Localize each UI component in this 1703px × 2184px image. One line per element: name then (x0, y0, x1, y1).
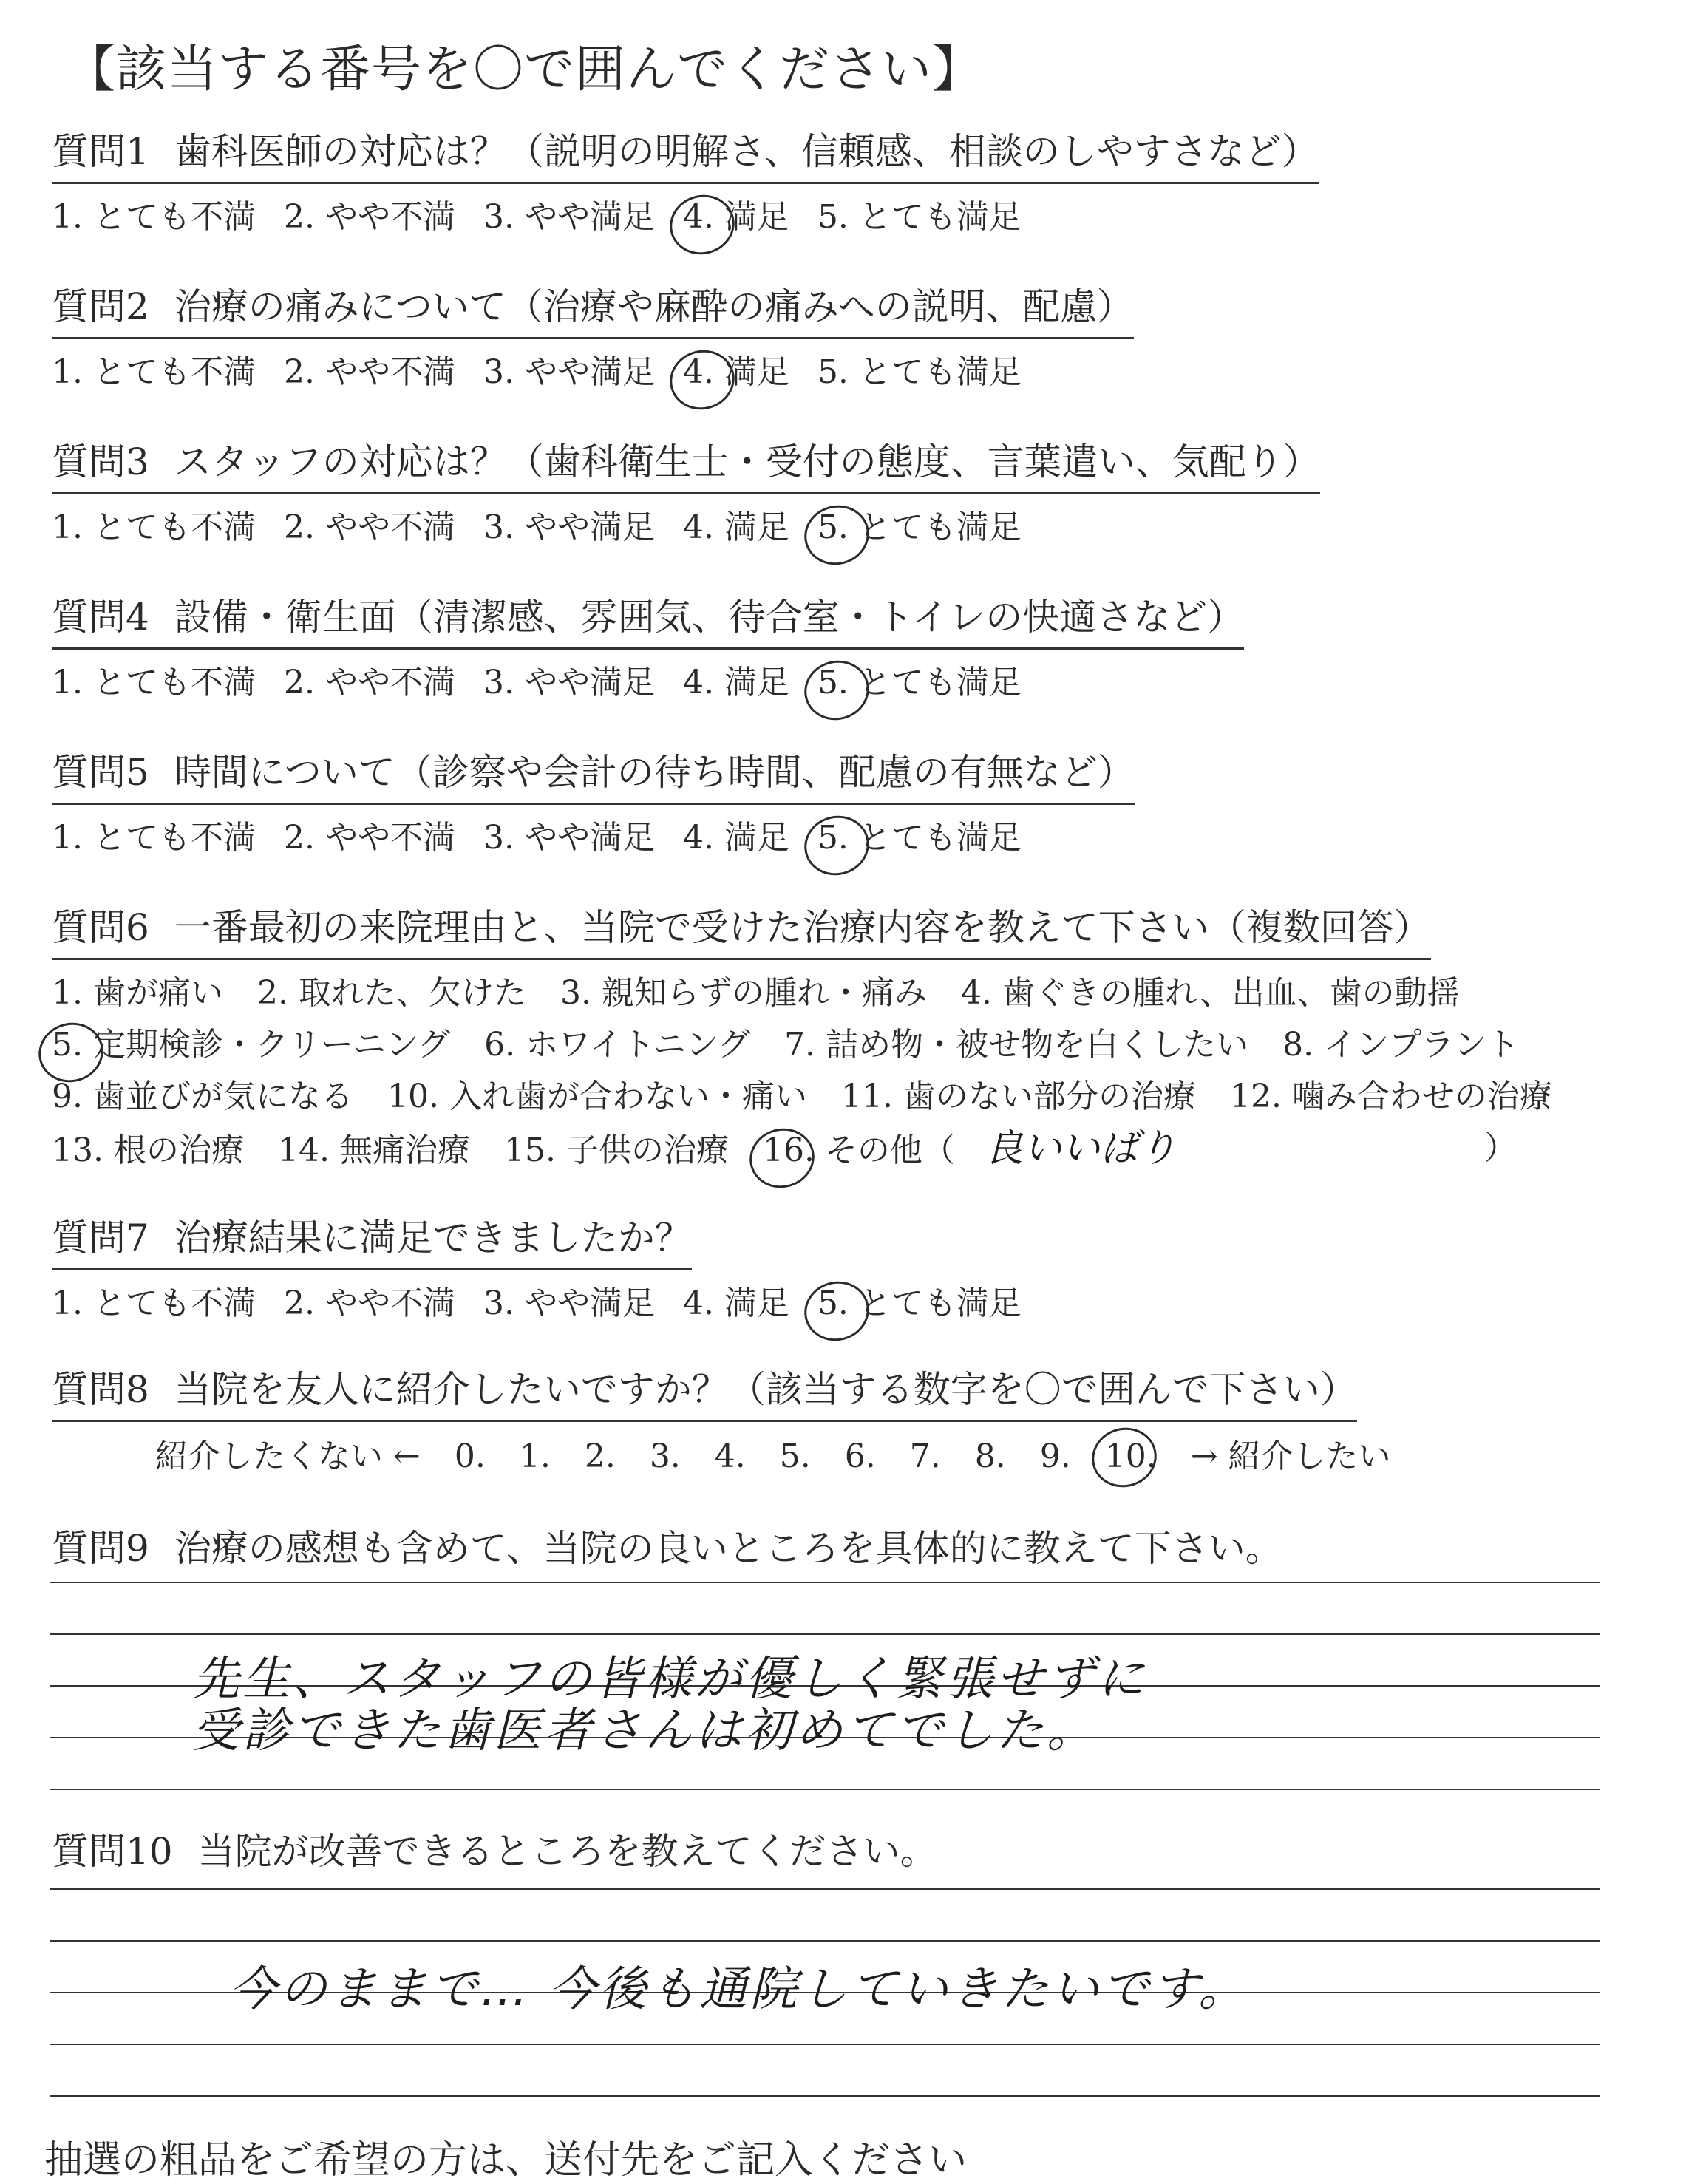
option-label: 歯のない部分の治療 (903, 1078, 1196, 1115)
rating-option[interactable] (284, 347, 455, 398)
option-label: 満足 (724, 819, 789, 857)
handwritten-other: 良いいばり (984, 1126, 1177, 1171)
option-label: やや不満 (324, 508, 455, 546)
option-label: 噛み合わせの治療 (1291, 1078, 1552, 1115)
option-label: とても満足 (858, 508, 1022, 546)
question-6 (52, 902, 1678, 1177)
rating-option[interactable] (284, 191, 455, 243)
rating-option[interactable] (483, 502, 655, 554)
checkbox-option[interactable] (560, 967, 927, 1019)
option-number: 4. (682, 353, 714, 391)
question-9 (52, 1523, 1678, 1574)
option-label: やや満足 (524, 353, 655, 391)
rating-option[interactable] (683, 347, 789, 398)
rating-option[interactable] (683, 502, 789, 554)
option-label: やや不満 (324, 664, 455, 701)
option-label: とても不満 (92, 353, 256, 391)
handwritten-answer-line-1: 先生、スタッフの皆様が優しく緊張せずに (192, 1652, 1147, 1707)
checkbox-option[interactable] (1230, 1071, 1552, 1123)
option-label: とても不満 (92, 819, 256, 857)
other-write-in[interactable] (955, 1123, 1517, 1177)
ruled-line (50, 2044, 1600, 2045)
checkbox-option[interactable] (784, 1019, 1248, 1071)
option-label: とても不満 (92, 664, 256, 701)
option-label: その他（ (824, 1132, 955, 1169)
rating-options (52, 657, 1678, 709)
question-10 (52, 1826, 1678, 1877)
option-number: 9. (52, 1078, 83, 1115)
option-number: 2. (283, 353, 315, 391)
rating-option[interactable] (483, 347, 655, 398)
question-8 (52, 1364, 1678, 1483)
option-label: 満足 (724, 198, 789, 236)
option-row (52, 1071, 1678, 1123)
option-number: 1. (52, 198, 83, 236)
question-3 (52, 436, 1678, 554)
scale-value[interactable]: 5. (779, 1438, 811, 1475)
option-label: 入れ歯が合わない・痛い (449, 1078, 807, 1115)
question-text: 設備・衛生面（清潔感、雰囲気、待合室・トイレの快適さなど） (174, 596, 1245, 639)
option-label: 無痛治療 (339, 1132, 470, 1169)
scale-value[interactable]: 2. (584, 1438, 616, 1475)
checkbox-option[interactable] (52, 1125, 244, 1177)
rating-options (52, 347, 1678, 398)
option-number: 1. (52, 353, 83, 391)
checkbox-option[interactable] (257, 967, 526, 1019)
question-number: 質問10 (52, 1830, 173, 1873)
option-number: 5. (52, 1026, 83, 1064)
option-number: 5. (817, 664, 849, 701)
rating-option[interactable] (52, 657, 256, 709)
rating-option[interactable] (817, 347, 1022, 398)
option-number: 2. (283, 1285, 315, 1322)
option-label: 歯ぐきの腫れ、出血、歯の動揺 (1002, 974, 1460, 1012)
scale-value[interactable]: 6. (844, 1438, 876, 1475)
option-label: 満足 (724, 353, 789, 391)
rating-option[interactable] (817, 812, 1022, 864)
ruled-line (50, 1633, 1600, 1635)
option-number: 8. (1282, 1026, 1314, 1064)
option-label: やや不満 (324, 198, 455, 236)
page-title: 【該当する番号を〇で囲んでください】 (65, 41, 984, 99)
option-label: 根の治療 (113, 1132, 244, 1169)
option-label: やや満足 (524, 198, 655, 236)
option-label: とても不満 (92, 508, 256, 546)
option-number: 2. (283, 198, 315, 236)
question-number: 質問8 (52, 1368, 149, 1411)
rating-options (52, 502, 1678, 554)
rating-option[interactable] (284, 502, 455, 554)
option-label: 満足 (724, 508, 789, 546)
option-number: 16. (762, 1132, 815, 1169)
option-label: やや不満 (324, 353, 455, 391)
footer-note: 抽選の粗品をご希望の方は、送付先をご記入ください (44, 2138, 968, 2183)
question-number: 質問4 (52, 596, 149, 639)
question-1 (52, 126, 1678, 243)
checkbox-option[interactable] (763, 1123, 1517, 1177)
option-number: 4. (682, 1285, 714, 1322)
checkbox-option[interactable] (52, 1071, 353, 1123)
option-number: 2. (283, 664, 315, 701)
option-row (52, 1019, 1678, 1071)
scale-value[interactable]: 8. (974, 1438, 1006, 1475)
option-number: 11. (840, 1078, 893, 1115)
checkbox-option[interactable] (278, 1125, 470, 1177)
option-label: 親知らずの腫れ・痛み (601, 974, 927, 1012)
rating-options (52, 812, 1678, 864)
checkbox-option[interactable] (52, 967, 223, 1019)
option-label: とても不満 (92, 198, 256, 236)
option-label: とても満足 (858, 1285, 1022, 1322)
scale-value[interactable]: 9. (1039, 1438, 1071, 1475)
question-number: 質問3 (52, 440, 149, 483)
option-number: 1. (52, 974, 83, 1012)
question-number: 質問1 (52, 130, 149, 173)
question-5 (52, 746, 1678, 864)
checkbox-option[interactable] (1282, 1019, 1519, 1071)
option-label: インプラント (1324, 1026, 1520, 1064)
rating-options (52, 191, 1678, 243)
option-label: 満足 (724, 1285, 789, 1322)
rating-option[interactable] (817, 657, 1022, 709)
ruled-line (50, 2095, 1600, 2097)
option-label: やや不満 (324, 819, 455, 857)
option-number: 12. (1229, 1078, 1282, 1115)
question-number: 質問7 (52, 1217, 149, 1259)
option-number: 5. (817, 819, 849, 857)
checkbox-option[interactable] (504, 1125, 729, 1177)
option-number: 5. (817, 1285, 849, 1322)
scale-value[interactable]: 4. (714, 1438, 746, 1475)
option-number: 4. (682, 198, 714, 236)
checkbox-option[interactable] (52, 1019, 450, 1071)
question-text: 治療の感想も含めて、当院の良いところを具体的に教えて下さい。 (174, 1527, 1282, 1570)
option-label: とても不満 (92, 1285, 256, 1322)
question-text: 当院を友人に紹介したいですか？（該当する数字を〇で囲んで下さい） (174, 1368, 1357, 1411)
option-number: 2. (283, 508, 315, 546)
question-text: 時間について（診察や会計の待ち時間、配慮の有無など） (174, 751, 1135, 794)
option-label: とても満足 (858, 198, 1022, 236)
checkbox-option[interactable] (961, 967, 1460, 1019)
scale-right-label: → 紹介したい (1190, 1438, 1391, 1475)
scale-value[interactable]: 10. (1105, 1431, 1157, 1483)
scale-left-label: 紹介したくない ← (155, 1438, 421, 1475)
handwritten-answer-q10: 今のままで… 今後も通院していきたいです。 (229, 1962, 1249, 2017)
option-number: 6. (484, 1026, 516, 1064)
option-label: 歯が痛い (92, 974, 223, 1012)
rating-option[interactable] (483, 1278, 655, 1330)
checkbox-option[interactable] (841, 1071, 1196, 1123)
option-label: とても満足 (858, 819, 1022, 857)
option-label: 歯並びが気になる (92, 1078, 353, 1115)
scale-value[interactable]: 0. (454, 1438, 486, 1475)
recommend-scale (155, 1431, 1678, 1483)
option-number: 3. (483, 819, 514, 857)
question-text: 歯科医師の対応は？（説明の明解さ、信頼感、相談のしやすさなど） (174, 130, 1319, 173)
rating-option[interactable] (52, 812, 256, 864)
question-text: 当院が改善できるところを教えてください。 (197, 1830, 937, 1873)
ruled-line (50, 1789, 1600, 1790)
rating-option[interactable] (52, 347, 256, 398)
option-label: ホワイトニング (526, 1026, 751, 1064)
rating-option[interactable] (52, 1278, 256, 1330)
option-number: 4. (960, 974, 992, 1012)
option-number: 2. (283, 819, 315, 857)
rating-option[interactable] (683, 1278, 789, 1330)
option-label: 定期検診・クリーニング (92, 1026, 451, 1064)
option-label: やや満足 (524, 1285, 655, 1322)
option-label: やや満足 (524, 664, 655, 701)
option-label: やや不満 (324, 1285, 455, 1322)
checkbox-option[interactable] (387, 1071, 807, 1123)
scale-value[interactable]: 1. (519, 1438, 551, 1475)
question-text: 治療結果に満足できましたか？ (174, 1217, 692, 1259)
question-2 (52, 281, 1678, 398)
option-number: 4. (682, 664, 714, 701)
option-number: 5. (817, 198, 849, 236)
question-number: 質問2 (52, 285, 149, 328)
rating-option[interactable] (483, 812, 655, 864)
question-text: 一番最初の来院理由と、当院で受けた治療内容を教えて下さい（複数回答） (174, 906, 1431, 949)
option-row (52, 967, 1678, 1019)
rating-option[interactable] (284, 657, 455, 709)
option-number: 13. (52, 1132, 103, 1169)
rating-option[interactable] (284, 812, 455, 864)
rating-option[interactable] (817, 1278, 1022, 1330)
rating-option[interactable] (483, 191, 655, 243)
option-number: 3. (483, 198, 514, 236)
option-label: 子供の治療 (565, 1132, 729, 1169)
ruled-line (50, 1582, 1600, 1583)
handwritten-answer-line-2: 受診できた歯医者さんは初めてでした。 (192, 1704, 1097, 1758)
option-number: 1. (52, 664, 83, 701)
question-text: スタッフの対応は？（歯科衛生士・受付の態度、言葉遣い、気配り） (174, 440, 1320, 483)
rating-option[interactable] (683, 812, 789, 864)
rating-options (52, 1278, 1678, 1330)
option-label: やや満足 (524, 508, 655, 546)
option-label: 詰め物・被せ物を白くしたい (826, 1026, 1249, 1064)
option-number: 14. (277, 1132, 330, 1169)
rating-option[interactable] (817, 191, 1022, 243)
option-number: 3. (483, 664, 514, 701)
close-paren: ） (1483, 1129, 1517, 1167)
rating-option[interactable] (683, 657, 789, 709)
rating-option[interactable] (52, 502, 256, 554)
option-number: 7. (784, 1026, 816, 1064)
option-label: 取れた、欠けた (298, 974, 526, 1012)
question-7 (52, 1212, 1678, 1330)
question-number: 質問9 (52, 1527, 149, 1570)
checkbox-option[interactable] (484, 1019, 750, 1071)
option-number: 3. (483, 353, 514, 391)
question-text: 治療の痛みについて（治療や麻酔の痛みへの説明、配慮） (174, 285, 1134, 328)
multi-choice-options (52, 967, 1678, 1177)
ruled-line (50, 1940, 1600, 1942)
option-row (52, 1123, 1678, 1177)
option-number: 10. (387, 1078, 439, 1115)
option-number: 3. (560, 974, 591, 1012)
option-number: 3. (483, 508, 514, 546)
option-number: 4. (682, 508, 714, 546)
option-number: 5. (817, 508, 849, 546)
option-number: 15. (503, 1132, 556, 1169)
rating-option[interactable] (817, 502, 1022, 554)
question-number: 質問5 (52, 751, 149, 794)
rating-option[interactable] (284, 1278, 455, 1330)
option-number: 3. (483, 1285, 514, 1322)
rating-option[interactable] (52, 191, 256, 243)
question-4 (52, 591, 1678, 709)
option-number: 1. (52, 819, 83, 857)
option-number: 1. (52, 1285, 83, 1322)
ruled-line (50, 1888, 1600, 1890)
option-label: とても満足 (858, 664, 1022, 701)
option-number: 5. (817, 353, 849, 391)
option-number: 2. (256, 974, 288, 1012)
option-label: 満足 (724, 664, 789, 701)
scale-value[interactable]: 3. (649, 1438, 681, 1475)
rating-option[interactable] (483, 657, 655, 709)
question-number: 質問6 (52, 906, 149, 949)
option-number: 4. (682, 819, 714, 857)
scale-value[interactable]: 7. (909, 1438, 941, 1475)
rating-option[interactable] (683, 191, 789, 243)
option-label: やや満足 (524, 819, 655, 857)
option-number: 1. (52, 508, 83, 546)
option-label: とても満足 (858, 353, 1022, 391)
